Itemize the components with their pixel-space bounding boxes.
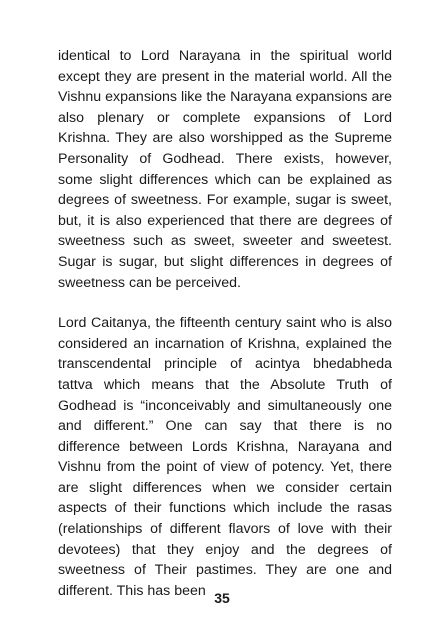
body-paragraph: identical to Lord Narayana in the spiritual world except they are present in the material world. All the Vishnu expansions like the Narayana expansions are also plenary or complete expansions of Lord Krishna. They are also worshipped as the Supreme Personality of Godhead. There exists, however, some slight differences which can be explained as degrees of sweetness. For example, sugar is sweet, but, it is also experienced that there are degrees of sweetness such as sweet, sweeter and sweetest. Sugar is sugar, but slight differences in degrees of sweetness can be perceived. [58,48,392,291]
page-number: 35 [214,590,230,606]
body-paragraph: Lord Caitanya, the fifteenth century saint who is also considered an incarnation of Krishna, explained the transcendental principle of acintya bhedabheda tattva which means that the Absolute Truth of Godhead is “inconceivably and simultaneously one and different.” One can say that there is no difference between Lords Krishna, Narayana and Vishnu from the point of view of potency. Yet, there are slight differences when we consider certain aspects of their functions which include the rasas (relationships of different flavors of love with their devotees) that they enjoy and the degrees of sweetness of Their pastimes. They are one and different. This has been [58,315,392,599]
page-body [58,46,392,601]
